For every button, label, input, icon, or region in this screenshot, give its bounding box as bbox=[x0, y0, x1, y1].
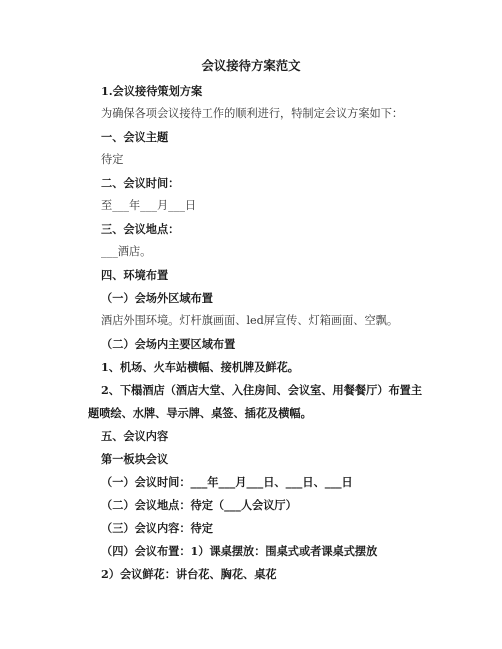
block-time: （一）会议时间：___年___月___日、___日、___日 bbox=[101, 475, 353, 489]
document-title: 会议接待方案范文 bbox=[201, 58, 301, 73]
subheading-outer: （一）会场外区域布置 bbox=[101, 291, 213, 305]
block-flowers: 2）会议鲜花：讲台花、胸花、桌花 bbox=[101, 567, 277, 581]
block-location: （二）会议地点：待定（___人会议厅） bbox=[101, 498, 297, 512]
heading-environment: 四、环境布置 bbox=[101, 268, 169, 282]
block-layout: （四）会议布置：1）课桌摆放：围桌式或者课桌式摆放 bbox=[101, 544, 378, 558]
item-hotel-continued: 题喷绘、水牌、导示牌、桌签、插花及横幅。 bbox=[88, 406, 312, 420]
subheading-inner: （二）会场内主要区域布置 bbox=[101, 337, 236, 351]
heading-location: 三、会议地点： bbox=[101, 222, 180, 236]
block-content: （三）会议内容：待定 bbox=[101, 521, 213, 535]
intro-paragraph: 为确保各项会议接待工作的顺利进行，特制定会议方案如下： bbox=[101, 107, 404, 120]
outer-description: 酒店外围环境。灯杆旗画面、led屏宣传、灯箱画面、空飘。 bbox=[101, 314, 399, 327]
location-value: ___酒店。 bbox=[101, 245, 152, 258]
heading-plan: 1.会议接待策划方案 bbox=[101, 84, 203, 98]
heading-theme: 一、会议主题 bbox=[101, 130, 169, 144]
theme-value: 待定 bbox=[101, 153, 124, 166]
heading-content: 五、会议内容 bbox=[101, 429, 169, 443]
item-airport: 1、机场、火车站横幅、接机牌及鲜花。 bbox=[101, 360, 299, 374]
heading-time: 二、会议时间： bbox=[101, 176, 180, 190]
item-hotel: 2、下榻酒店（酒店大堂、入住房间、会议室、用餐餐厅）布置主 bbox=[101, 383, 423, 397]
time-value: 至___年___月___日 bbox=[101, 199, 197, 212]
section-block-one: 第一板块会议 bbox=[101, 452, 169, 466]
